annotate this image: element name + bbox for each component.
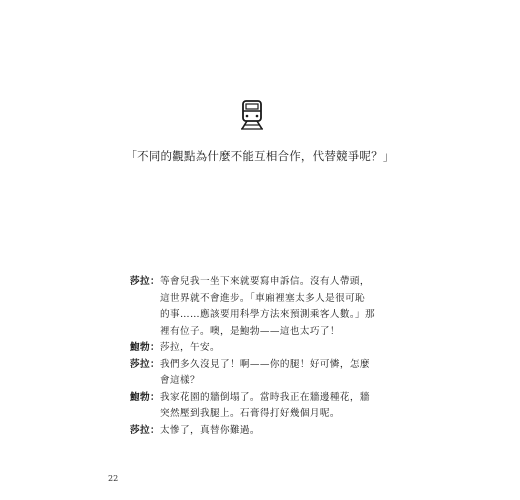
dialogue-line: 太慘了，真替你難過。 [159, 424, 260, 436]
dialogue-turn [130, 423, 380, 440]
speaker-label: 莎拉： [130, 358, 160, 370]
dialogue-turn [130, 390, 380, 423]
dialogue-text [160, 274, 380, 340]
dialogue-line: 這世界就不會進步。「車廂裡塞太多人是很可恥 [159, 292, 366, 304]
epigraph-quote: 「不同的觀點為什麼不能互相合作，代替競爭呢？」 [125, 149, 395, 163]
train-icon [236, 98, 268, 132]
dialogue-text [160, 390, 380, 423]
speaker-label: 莎拉： [130, 424, 160, 436]
dialogue-turn [130, 357, 380, 390]
dialogue-line: 突然壓到我腿上。石膏得打好幾個月呢。 [159, 408, 340, 419]
speaker-label: 鮑勃： [130, 391, 160, 403]
speaker-label: 莎拉： [130, 276, 160, 287]
dialogue-line: 裡有位子。噢，是鮑勃——這也太巧了！ [159, 325, 340, 337]
dialogue-line: 我家花園的牆倒塌了。當時我正在牆邊種花，牆 [159, 391, 370, 403]
dialogue-line: 會這樣？ [159, 375, 200, 386]
dialogue-line: 的事……應該要用科學方法來預測乘客人數。」那 [159, 309, 376, 320]
page-number: 22 [108, 474, 119, 483]
dialogue-turn [130, 274, 380, 340]
dialogue-text [160, 357, 380, 390]
dialogue-block [130, 274, 380, 439]
dialogue-line: 等會兒我一坐下來就要寫申訴信。沒有人帶頭， [159, 276, 370, 287]
dialogue-text [160, 423, 380, 440]
dialogue-turn [130, 340, 380, 357]
dialogue-line: 我們多久沒見了！啊——你的腿！好可憐，怎麼 [159, 358, 370, 370]
speaker-label: 鮑勃： [130, 342, 160, 353]
dialogue-line: 莎拉，午安。 [159, 342, 220, 353]
dialogue-text [160, 340, 380, 357]
